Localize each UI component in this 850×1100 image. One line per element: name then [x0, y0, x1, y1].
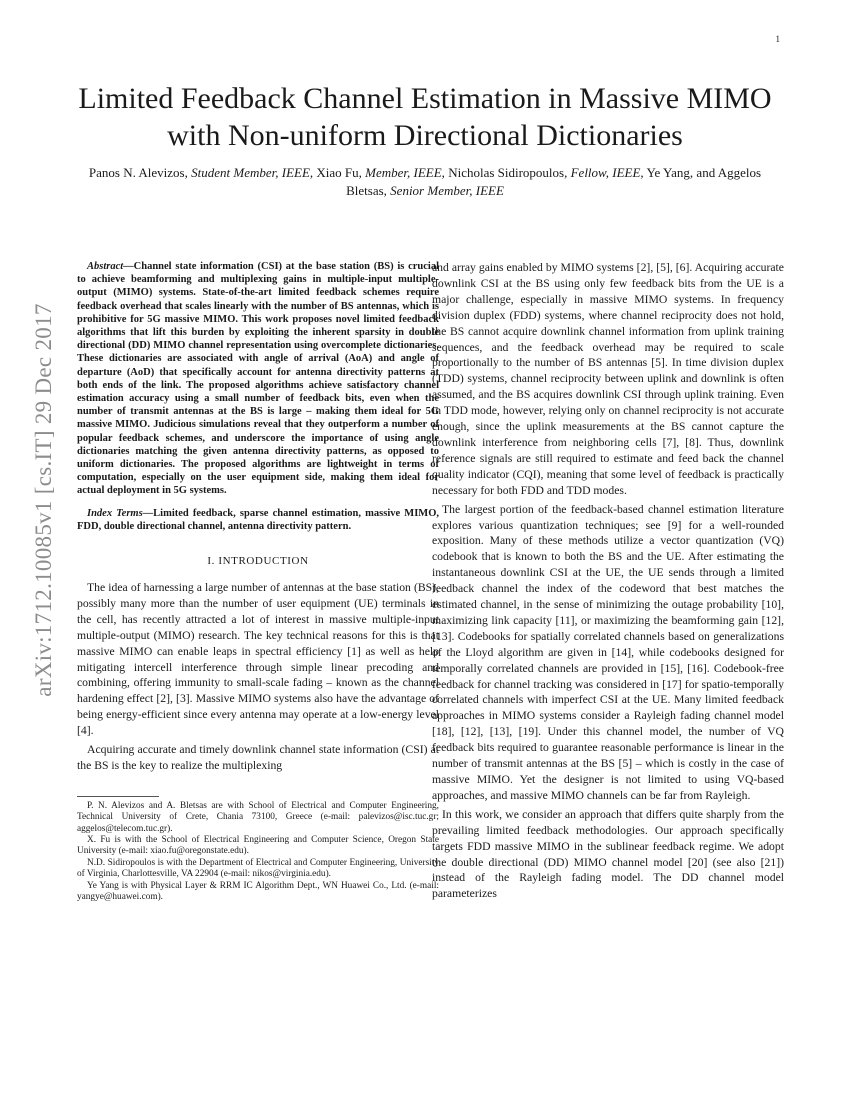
- right-column: [432, 260, 784, 905]
- author-affiliation: Fellow, IEEE,: [570, 165, 644, 180]
- index-terms: [77, 507, 439, 533]
- author-affiliation: Member, IEEE,: [365, 165, 445, 180]
- page-number: 1: [775, 34, 780, 44]
- footnote: P. N. Alevizos and A. Bletsas are with School of Electrical and Computer Engineering, Technical University of Crete, Chania 73100, Greece (e-mail: palevizos@isc.tuc.gr; aggelos@telecom.tuc.gr).: [77, 800, 439, 834]
- author-affiliation: Student Member, IEEE,: [191, 165, 314, 180]
- footnote: Ye Yang is with Physical Layer & RRM IC Algorithm Dept., WN Huawei Co., Ltd. (e-mail: yangye@huawei.com).: [77, 880, 439, 903]
- paper-title: Limited Feedback Channel Estimation in Massive MIMO with Non-uniform Directional Dictionaries: [78, 82, 772, 152]
- author-name: Xiao Fu,: [316, 165, 362, 180]
- arxiv-stamp: arXiv:1712.10085v1 [cs.IT] 29 Dec 2017: [31, 303, 56, 697]
- left-column: [77, 260, 439, 904]
- body-paragraph: In this work, we consider an approach that differs quite sharply from the prevailing limited feedback methodologies. Our approach specifically targets FDD massive MIMO in the sublinear feedback regime. We adopt the double directional (DD) MIMO channel model [20] (see also [21]) instead of the Rayleigh fading model. The DD channel model parameterizes: [432, 807, 784, 901]
- abstract-text: —Channel state information (CSI) at the base station (BS) is crucial to achieve beamforming and multiplexing gains in multiple-input multiple-output (MIMO) systems. State-of-the-art limited feedback schemes require feedback overhead that scales linearly with the number of BS antennas, which is prohibitive for 5G massive MIMO. This work proposes novel limited feedback algorithms that lift this burden by exploiting the inherent sparsity in double directional (DD) MIMO channel representation using overcomplete dictionaries. These dictionaries are associated with angle of arrival (AoA) and angle of departure (AoD) that specifically account for antenna directivity patterns at both ends of the link. The proposed algorithms achieve satisfactory channel estimation accuracy using a small number of feedback bits, even when the number of transmit antennas at the BS is large – making them ideal for 5G massive MIMO. Judicious simulations reveal that they outperform a number of popular feedback schemes, and underscore the importance of using angle dictionaries matching the given antenna directivity patterns, as opposed to uniform dictionaries. The proposed algorithms are lightweight in terms of computation, especially on the user equipment side, making them ideal for actual deployment in 5G systems.: [77, 261, 439, 497]
- footnote: N.D. Sidiropoulos is with the Department of Electrical and Computer Engineering, University of Virginia, Charlottesville, VA 22904 (e-mail: nikos@virginia.edu).: [77, 857, 439, 880]
- body-paragraph: The largest portion of the feedback-based channel estimation literature explores various quantization techniques; see [9] for a well-rounded exposition. Many of these methods utilize a vector quantization (VQ) codebook that is known to both the BS and the UE. After estimating the instantaneous downlink CSI at the UE, the UE sends through a limited feedback channel the index of the codeword that best matches the estimated channel, in the sense of minimizing the outage probability [10], maximizing link capacity [11], or maximizing the beamforming gain [12], [13]. Codebooks for spatially correlated channels based on generalizations of the Lloyd algorithm are given in [14], while codebooks designed for temporally correlated channels are provided in [15], [16]. Codebook-free feedback for channel tracking was considered in [17] for spatio-temporally correlated channels with imperfect CSI at the UE. Many limited feedback approaches in MIMO systems consider a Rayleigh fading channel model [18], [12], [13], [19]. Under this channel model, the number of VQ feedback bits required to guarantee reasonable performance is linear in the number of transmit antennas at the BS [5] – which is costly in the case of massive MIMO. Yet the designer is not limited to using VQ-based approaches, and massive MIMO channels can be far from Rayleigh.: [432, 502, 784, 802]
- body-paragraph: and array gains enabled by MIMO systems [2], [5], [6]. Acquiring accurate downlink CSI at the BS using only few feedback bits from the UE is a major challenge, especially in massive MIMO systems. In frequency division duplex (FDD) systems, where channel reciprocity does not hold, the BS cannot acquire downlink channel information from uplink training sequences, and the feedback overhead may be required to scale proportionally to the number of BS antennas [5]. In time division duplex (TDD) systems, channel reciprocity between uplink and downlink is often assumed, and the BS acquires downlink CSI through uplink training. Even in TDD mode, however, relying only on channel reciprocity is not accurate enough, since the uplink measurements at the BS cannot capture the downlink interference from neighboring cells [7], [8]. Thus, downlink reference signals are still required to estimate and feed back the channel quality indicator (CQI), meaning that some level of feedback is practically necessary for both FDD and TDD modes.: [432, 261, 784, 497]
- author-list: [70, 164, 780, 200]
- footnote-divider: [77, 796, 159, 797]
- index-terms-label: Index Terms: [87, 507, 143, 519]
- abstract: [77, 260, 439, 498]
- footnote: X. Fu is with the School of Electrical Engineering and Computer Science, Oregon State University (e-mail: xiao.fu@oregonstate.edu).: [77, 835, 439, 857]
- section-heading: I. INTRODUCTION: [207, 555, 309, 568]
- author-affiliation: Senior Member, IEEE: [390, 183, 504, 198]
- author-name: Nicholas Sidiropoulos,: [448, 165, 568, 180]
- index-terms-text: —Limited feedback, sparse channel estimation, massive MIMO, FDD, double directional channel, antenna directivity pattern.: [77, 507, 439, 532]
- body-paragraph: The idea of harnessing a large number of antennas at the base station (BS), possibly many more than the number of user equipment (UE) terminals in the cell, has recently attracted a lot of interest in massive multiple-input multiple-output (MIMO) research. The key technical reasons for this is that massive MIMO can enable leaps in spectral efficiency [1] as well as help mitigating intercell interference through simple linear precoding and combining, offering immunity to small-scale fading – known as the channel hardening effect [2], [3]. Massive MIMO systems also have the advantage of being energy-efficient since every antenna may operate at a low-energy level [4].: [77, 580, 439, 738]
- author-name: Ye Yang, and Aggelos Bletsas,: [346, 165, 762, 198]
- abstract-label: Abstract: [87, 261, 124, 272]
- body-paragraph: Acquiring accurate and timely downlink channel state information (CSI) at the BS is the key to realize the multiplexing: [77, 743, 439, 772]
- author-name: Panos N. Alevizos,: [88, 165, 188, 180]
